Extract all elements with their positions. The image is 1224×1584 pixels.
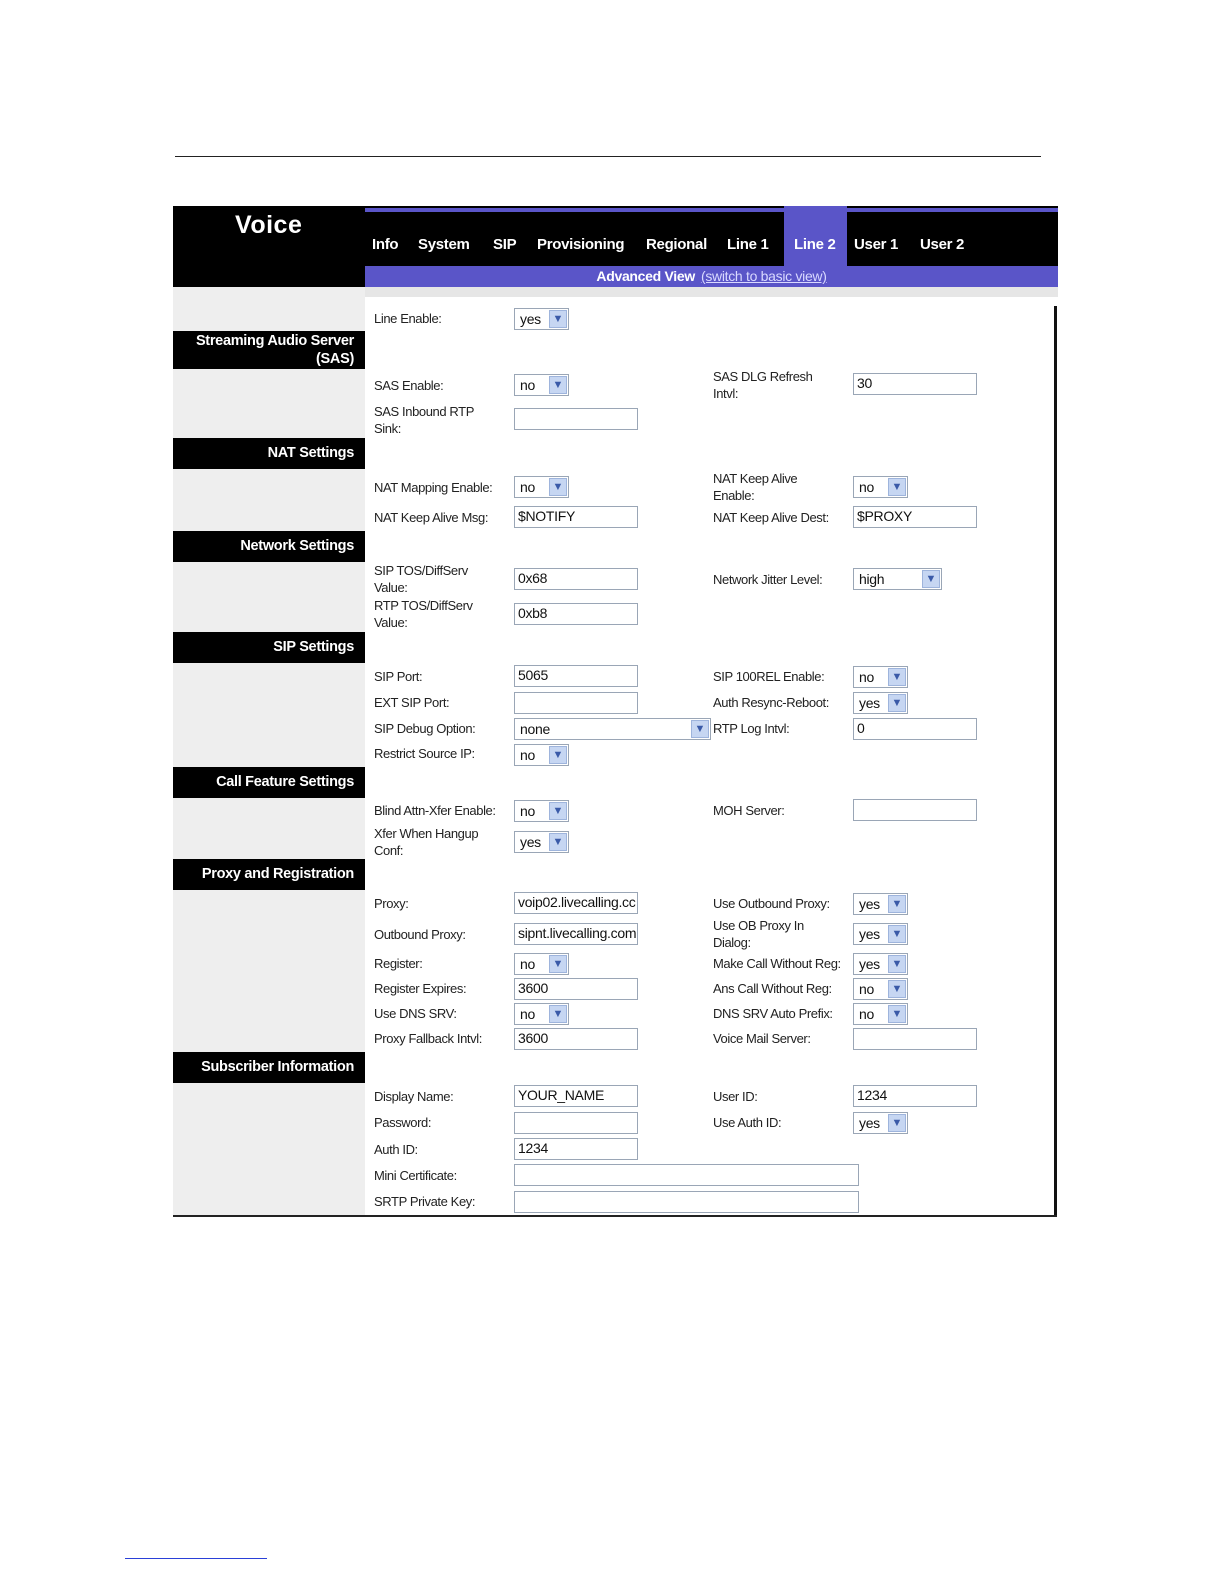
register-value: no xyxy=(520,956,535,972)
restrict-source-ip-select[interactable] xyxy=(514,744,569,766)
ans-call-without-reg-select[interactable] xyxy=(853,978,908,1000)
auth-resync-select[interactable] xyxy=(853,692,908,714)
advanced-view-label: Advanced View xyxy=(596,268,695,284)
sip-100rel-select[interactable] xyxy=(853,666,908,688)
sas-enable-select[interactable] xyxy=(514,374,569,396)
auth-resync-label: Auth Resync-Reboot: xyxy=(713,695,829,710)
chevron-down-icon[interactable]: ▼ xyxy=(691,720,709,738)
register-label: Register: xyxy=(374,956,423,971)
chevron-down-icon[interactable]: ▼ xyxy=(888,925,906,943)
tab-line-1[interactable]: Line 1 xyxy=(727,236,769,253)
xfer-hangup-select[interactable] xyxy=(514,831,569,853)
xfer-hangup-value: yes xyxy=(520,834,541,850)
chevron-down-icon[interactable]: ▼ xyxy=(888,668,906,686)
tab-regional[interactable]: Regional xyxy=(646,236,707,253)
password-input[interactable] xyxy=(514,1112,638,1134)
nat-keep-alive-enable-value: no xyxy=(859,479,874,495)
sip-port-input[interactable]: 5065 xyxy=(514,665,638,687)
tab-bar xyxy=(365,206,1058,266)
view-bar-shadow xyxy=(365,287,1058,297)
use-ob-proxy-dialog-label: Use OB Proxy In Dialog: xyxy=(713,918,804,950)
network-jitter-label: Network Jitter Level: xyxy=(713,572,823,587)
tab-line-2-label: Line 2 xyxy=(794,236,836,253)
display-name-label: Display Name: xyxy=(374,1089,454,1104)
mini-certificate-label: Mini Certificate: xyxy=(374,1168,457,1183)
voice-config-screenshot xyxy=(173,206,1058,1217)
blind-attn-xfer-label: Blind Attn-Xfer Enable: xyxy=(374,803,496,818)
rtp-tos-label: RTP TOS/DiffServ Value: xyxy=(374,598,473,630)
voice-mail-server-input[interactable] xyxy=(853,1028,977,1050)
use-outbound-proxy-select[interactable] xyxy=(853,893,908,915)
user-id-label: User ID: xyxy=(713,1089,758,1104)
rtp-log-intvl-input[interactable]: 0 xyxy=(853,718,977,740)
tab-provisioning[interactable]: Provisioning xyxy=(537,236,625,253)
dns-srv-auto-prefix-label: DNS SRV Auto Prefix: xyxy=(713,1006,833,1021)
section-header-sip: SIP Settings xyxy=(173,632,365,663)
nat-mapping-enable-select[interactable] xyxy=(514,476,569,498)
use-outbound-proxy-label: Use Outbound Proxy: xyxy=(713,896,830,911)
app-title: Voice xyxy=(235,211,303,239)
tab-user-1[interactable]: User 1 xyxy=(854,236,899,253)
chevron-down-icon[interactable]: ▼ xyxy=(549,310,567,328)
footnote-rule xyxy=(125,1558,267,1559)
moh-server-input[interactable] xyxy=(853,799,977,821)
blind-attn-xfer-value: no xyxy=(520,803,535,819)
sas-enable-value: no xyxy=(520,377,535,393)
xfer-hangup-label: Xfer When Hangup Conf: xyxy=(374,826,479,858)
sip-100rel-label: SIP 100REL Enable: xyxy=(713,669,825,684)
register-expires-label: Register Expires: xyxy=(374,981,467,996)
nat-keep-alive-enable-label: NAT Keep Alive Enable: xyxy=(713,471,798,503)
chevron-down-icon[interactable]: ▼ xyxy=(549,1005,567,1023)
use-ob-proxy-dialog-select[interactable] xyxy=(853,923,908,945)
password-label: Password: xyxy=(374,1115,432,1130)
line-enable-label: Line Enable: xyxy=(374,311,442,326)
restrict-source-ip-label: Restrict Source IP: xyxy=(374,746,475,761)
rtp-tos-input[interactable]: 0xb8 xyxy=(514,603,638,625)
sas-inbound-rtp-input[interactable] xyxy=(514,408,638,430)
chevron-down-icon[interactable]: ▼ xyxy=(549,478,567,496)
srtp-private-key-input[interactable] xyxy=(514,1191,859,1213)
section-header-nat: NAT Settings xyxy=(173,438,365,469)
moh-server-label: MOH Server: xyxy=(713,803,785,818)
use-auth-id-select[interactable] xyxy=(853,1112,908,1134)
sip-port-label: SIP Port: xyxy=(374,669,423,684)
line-enable-value: yes xyxy=(520,311,541,327)
section-header-sas: Streaming Audio Server (SAS) xyxy=(173,331,365,369)
content-right-border xyxy=(1054,306,1057,1217)
user-id-input[interactable]: 1234 xyxy=(853,1085,977,1107)
chevron-down-icon[interactable]: ▼ xyxy=(888,694,906,712)
sas-dlg-refresh-label: SAS DLG Refresh Intvl: xyxy=(713,369,813,401)
sip-tos-label: SIP TOS/DiffServ Value: xyxy=(374,563,468,595)
auth-id-input[interactable]: 1234 xyxy=(514,1138,638,1160)
section-header-proxy: Proxy and Registration xyxy=(173,859,365,890)
nat-keep-alive-msg-input[interactable]: $NOTIFY xyxy=(514,506,638,528)
use-outbound-proxy-value: yes xyxy=(859,896,880,912)
mini-certificate-input[interactable] xyxy=(514,1164,859,1186)
page-top-rule xyxy=(175,156,1041,157)
chevron-down-icon[interactable]: ▼ xyxy=(888,980,906,998)
section-header-call-feature: Call Feature Settings xyxy=(173,767,365,798)
use-auth-id-value: yes xyxy=(859,1115,880,1131)
chevron-down-icon[interactable]: ▼ xyxy=(922,570,940,588)
display-name-input[interactable]: YOUR_NAME xyxy=(514,1085,638,1107)
use-ob-proxy-dialog-value: yes xyxy=(859,926,880,942)
proxy-input[interactable]: voip02.livecalling.cc xyxy=(514,892,638,914)
auth-id-label: Auth ID: xyxy=(374,1142,418,1157)
tab-line-2[interactable] xyxy=(784,206,847,266)
network-jitter-value: high xyxy=(859,571,885,587)
sip-100rel-value: no xyxy=(859,669,874,685)
chevron-down-icon[interactable]: ▼ xyxy=(549,802,567,820)
register-select[interactable] xyxy=(514,953,569,975)
nat-mapping-enable-value: no xyxy=(520,479,535,495)
sas-enable-label: SAS Enable: xyxy=(374,378,444,393)
ans-call-without-reg-value: no xyxy=(859,981,874,997)
nat-keep-alive-dest-label: NAT Keep Alive Dest: xyxy=(713,510,829,525)
sip-debug-label: SIP Debug Option: xyxy=(374,721,476,736)
proxy-label: Proxy: xyxy=(374,896,409,911)
nat-mapping-enable-label: NAT Mapping Enable: xyxy=(374,480,493,495)
nat-keep-alive-enable-select[interactable] xyxy=(853,476,908,498)
use-dns-srv-label: Use DNS SRV: xyxy=(374,1006,457,1021)
proxy-fallback-label: Proxy Fallback Intvl: xyxy=(374,1031,482,1046)
chevron-down-icon[interactable]: ▼ xyxy=(549,746,567,764)
blind-attn-xfer-select[interactable] xyxy=(514,800,569,822)
make-call-without-reg-select[interactable] xyxy=(853,953,908,975)
sas-inbound-rtp-label: SAS Inbound RTP Sink: xyxy=(374,404,474,436)
outbound-proxy-input[interactable]: sipnt.livecalling.com xyxy=(514,923,638,945)
chevron-down-icon[interactable]: ▼ xyxy=(888,1114,906,1132)
use-dns-srv-value: no xyxy=(520,1006,535,1022)
switch-basic-view-link[interactable]: (switch to basic view) xyxy=(700,268,827,284)
tab-user-2[interactable]: User 2 xyxy=(920,236,965,253)
register-expires-input[interactable]: 3600 xyxy=(514,978,638,1000)
tab-info[interactable]: Info xyxy=(372,236,399,253)
section-header-subscriber: Subscriber Information xyxy=(173,1052,365,1083)
sidebar xyxy=(173,287,365,1217)
nat-keep-alive-dest-input[interactable]: $PROXY xyxy=(853,506,977,528)
nat-keep-alive-msg-label: NAT Keep Alive Msg: xyxy=(374,510,489,525)
view-bar xyxy=(365,266,1058,287)
voice-mail-server-label: Voice Mail Server: xyxy=(713,1031,811,1046)
sip-debug-select[interactable] xyxy=(514,718,711,740)
tab-sip[interactable]: SIP xyxy=(493,236,517,253)
chevron-down-icon[interactable]: ▼ xyxy=(549,376,567,394)
restrict-source-ip-value: no xyxy=(520,747,535,763)
voice-header-block xyxy=(173,206,365,287)
line-enable-select[interactable] xyxy=(514,308,569,330)
make-call-without-reg-value: yes xyxy=(859,956,880,972)
network-jitter-select[interactable] xyxy=(853,568,942,590)
section-header-network: Network Settings xyxy=(173,531,365,562)
use-dns-srv-select[interactable] xyxy=(514,1003,569,1025)
srtp-private-key-label: SRTP Private Key: xyxy=(374,1194,476,1209)
chevron-down-icon[interactable]: ▼ xyxy=(888,1005,906,1023)
sip-debug-value: none xyxy=(520,721,550,737)
chevron-down-icon[interactable]: ▼ xyxy=(549,833,567,851)
sas-dlg-refresh-input[interactable]: 30 xyxy=(853,373,977,395)
tab-bar-stripe xyxy=(365,208,1058,212)
dns-srv-auto-prefix-value: no xyxy=(859,1006,874,1022)
chevron-down-icon[interactable]: ▼ xyxy=(888,955,906,973)
dns-srv-auto-prefix-select[interactable] xyxy=(853,1003,908,1025)
use-auth-id-label: Use Auth ID: xyxy=(713,1115,782,1130)
outbound-proxy-label: Outbound Proxy: xyxy=(374,927,466,942)
ans-call-without-reg-label: Ans Call Without Reg: xyxy=(713,981,832,996)
chevron-down-icon[interactable]: ▼ xyxy=(888,478,906,496)
rtp-log-intvl-label: RTP Log Intvl: xyxy=(713,721,790,736)
chevron-down-icon[interactable]: ▼ xyxy=(549,955,567,973)
screenshot-bottom-edge xyxy=(173,1215,1057,1217)
ext-sip-port-input[interactable] xyxy=(514,692,638,714)
make-call-without-reg-label: Make Call Without Reg: xyxy=(713,956,841,971)
ext-sip-port-label: EXT SIP Port: xyxy=(374,695,450,710)
auth-resync-value: yes xyxy=(859,695,880,711)
proxy-fallback-input[interactable]: 3600 xyxy=(514,1028,638,1050)
chevron-down-icon[interactable]: ▼ xyxy=(888,895,906,913)
tab-system[interactable]: System xyxy=(418,236,470,253)
sip-tos-input[interactable]: 0x68 xyxy=(514,568,638,590)
